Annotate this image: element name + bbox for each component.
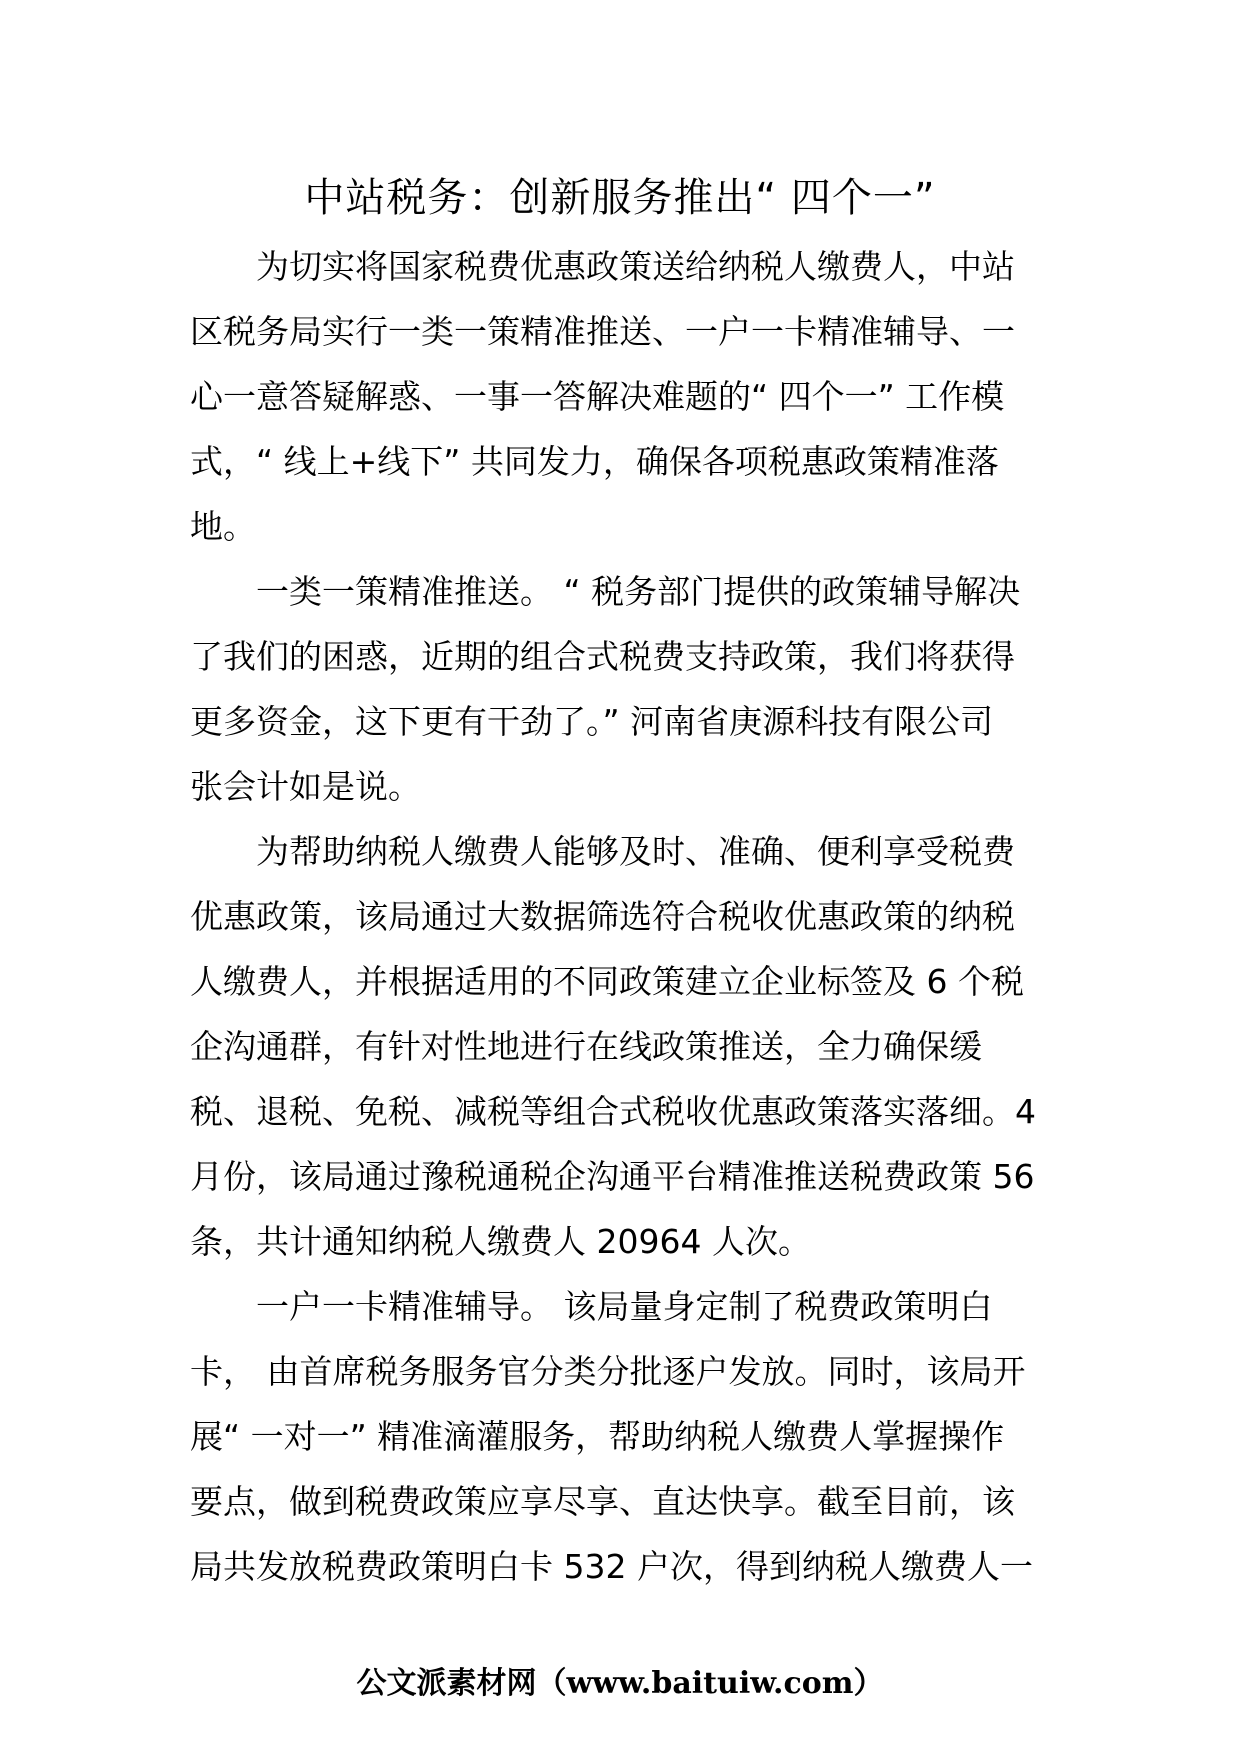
paragraph-line: 式，“ 线上+线下” 共同发力，确保各项税惠政策精准落 [190,442,999,481]
paragraph-line: 心一意答疑解惑、一事一答解决难题的“ 四个一” 工作模 [190,377,1005,416]
paragraph [190,819,1060,1274]
paragraph [190,234,1060,559]
paragraph-line: 为切实将国家税费优惠政策送给纳税人缴费人，中站 [256,247,1015,286]
document-body [190,234,1060,1599]
paragraph-line: 为帮助纳税人缴费人能够及时、准确、便利享受税费 [256,832,1015,871]
paragraph-line: 卡， 由首席税务服务官分类分批逐户发放。同时，该局开 [190,1352,1026,1391]
paragraph-line: 地。 [190,507,256,546]
paragraph-line: 月份，该局通过豫税通税企沟通平台精准推送税费政策 56 [190,1157,1035,1196]
paragraph-line: 区税务局实行一类一策精准推送、一户一卡精准辅导、一 [190,312,1015,351]
paragraph-line: 要点，做到税费政策应享尽享、直达快享。截至目前，该 [190,1482,1015,1521]
paragraph-line: 税、退税、免税、减税等组合式税收优惠政策落实落细。4 [190,1092,1036,1131]
document-title: 中站税务：创新服务推出“ 四个一” [304,175,936,221]
paragraph-line: 更多资金，这下更有干劲了。” 河南省庚源科技有限公司 [190,702,994,741]
paragraph-line: 人缴费人，并根据适用的不同政策建立企业标签及 6 个税 [190,962,1024,1001]
paragraph [190,559,1060,819]
paragraph-line: 优惠政策，该局通过大数据筛选符合税收优惠政策的纳税 [190,897,1015,936]
paragraph-line: 一类一策精准推送。 “ 税务部门提供的政策辅导解决 [256,572,1021,611]
paragraph-line: 展“ 一对一” 精准滴灌服务，帮助纳税人缴费人掌握操作 [190,1417,1005,1456]
paragraph-line: 了我们的困惑，近期的组合式税费支持政策，我们将获得 [190,637,1015,676]
paragraph-line: 张会计如是说。 [190,767,421,806]
paragraph-line: 一户一卡精准辅导。 该局量身定制了税费政策明白 [256,1287,993,1326]
paragraph-line: 企沟通群，有针对性地进行在线政策推送，全力确保缓 [190,1027,982,1066]
paragraph [190,1274,1060,1599]
page-footer: 公文派素材网（www.baituiw.com） [356,1666,884,1701]
paragraph-line: 条，共计通知纳税人缴费人 20964 人次。 [190,1222,811,1261]
paragraph-line: 局共发放税费政策明白卡 532 户次，得到纳税人缴费人一 [190,1547,1033,1586]
